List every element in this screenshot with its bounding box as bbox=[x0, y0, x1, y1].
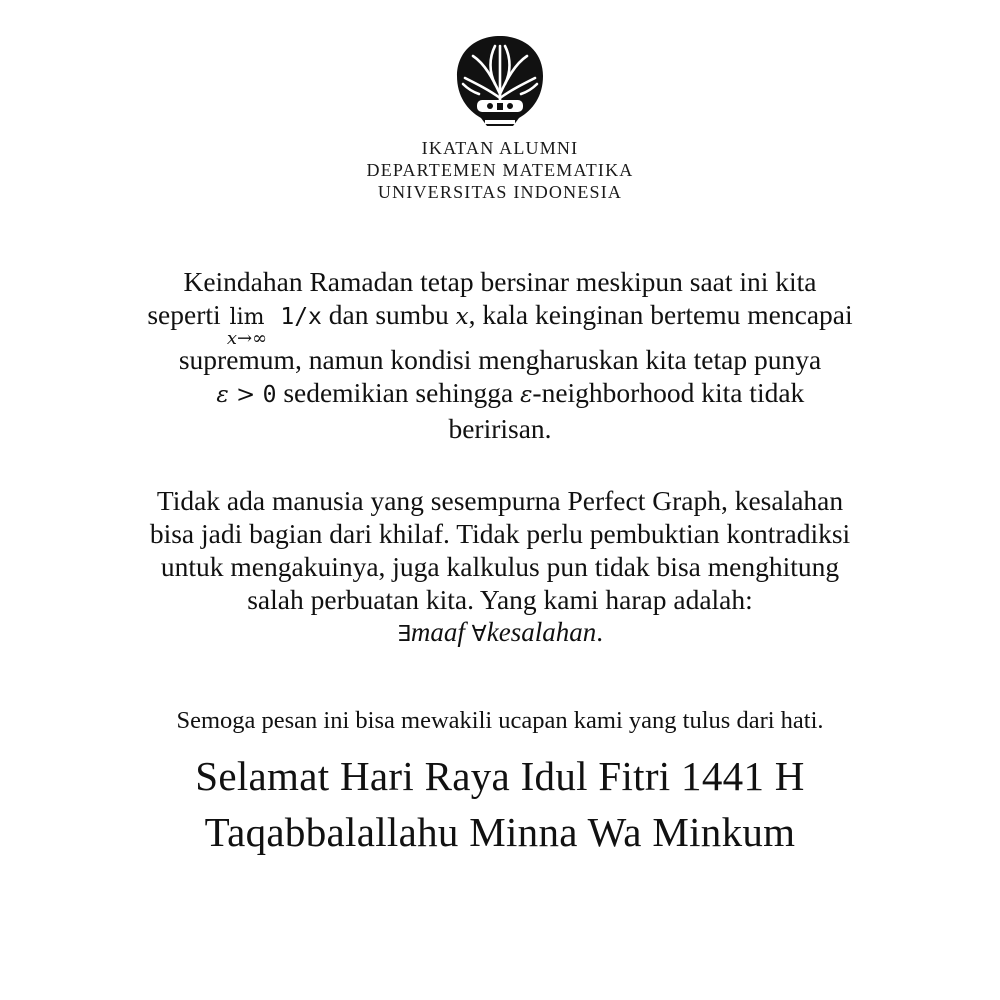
limit-expression bbox=[226, 302, 268, 349]
limit-function bbox=[266, 304, 321, 330]
variable-x: x bbox=[455, 304, 469, 330]
paragraph-1-line-2 bbox=[50, 298, 950, 349]
quantifier-expression bbox=[50, 616, 950, 651]
exists-symbol: ∃ bbox=[397, 622, 411, 647]
org-line-3: UNIVERSITAS INDONESIA bbox=[377, 182, 623, 202]
text-seperti: seperti bbox=[147, 299, 221, 330]
closing-sentence: Semoga pesan ini bisa mewakili ucapan kami yang tulus dari hati. bbox=[176, 707, 824, 734]
paragraph-2-line-3: untuk mengakuinya, juga kalkulus pun tidak bisa menghitung bbox=[160, 551, 840, 582]
word-maaf: maaf bbox=[410, 617, 472, 647]
org-line-2: DEPARTEMEN MATEMATIKA bbox=[366, 160, 634, 180]
text-sedemikian: sedemikian sehingga bbox=[283, 377, 514, 408]
paragraph-2-line-1: Tidak ada manusia yang sesempurna Perfect Graph, kesalahan bbox=[156, 485, 844, 516]
greeting-line-1: Selamat Hari Raya Idul Fitri 1441 H bbox=[195, 753, 805, 799]
text-neighborhood: -neighborhood kita tidak bbox=[532, 377, 805, 408]
limit-word: lim bbox=[229, 305, 265, 330]
forall-symbol: ∀ bbox=[471, 622, 487, 647]
text-dan-sumbu: dan sumbu bbox=[328, 299, 449, 330]
limit-subscript: x→∞ bbox=[226, 328, 268, 349]
text-kala: , kala keinginan bertemu mencapai bbox=[468, 299, 853, 330]
message-paragraph-2 bbox=[50, 484, 950, 651]
organization-name bbox=[0, 137, 1000, 203]
paragraph-1-line-3: supremum, namun kondisi mengharuskan kita tetap punya bbox=[178, 344, 822, 375]
message-paragraph-1 bbox=[50, 265, 950, 445]
paragraph-1-line-1: Keindahan Ramadan tetap bersinar meskipun saat ini kita bbox=[183, 266, 817, 297]
period: . bbox=[596, 617, 603, 647]
greeting-line-2: Taqabbalallahu Minna Wa Minkum bbox=[204, 809, 796, 855]
limit-function-text: 1/x bbox=[280, 304, 322, 330]
epsilon-symbol: ε bbox=[520, 382, 533, 408]
epsilon-inequality: ε > bbox=[216, 382, 263, 408]
paragraph-2-line-2: bisa jadi bagian dari khilaf. Tidak perlu pembuktian kontradiksi bbox=[149, 518, 851, 549]
paragraph-1-line-4 bbox=[50, 376, 950, 412]
paragraph-2-line-4: salah perbuatan kita. Yang kami harap adalah: bbox=[247, 584, 753, 615]
paragraph-1-line-5: beririsan. bbox=[448, 413, 552, 444]
org-line-1: IKATAN ALUMNI bbox=[421, 138, 579, 158]
word-kesalahan: kesalahan bbox=[486, 617, 597, 647]
epsilon-zero: 0 bbox=[262, 382, 277, 408]
makara-ui-logo-icon bbox=[455, 34, 545, 130]
